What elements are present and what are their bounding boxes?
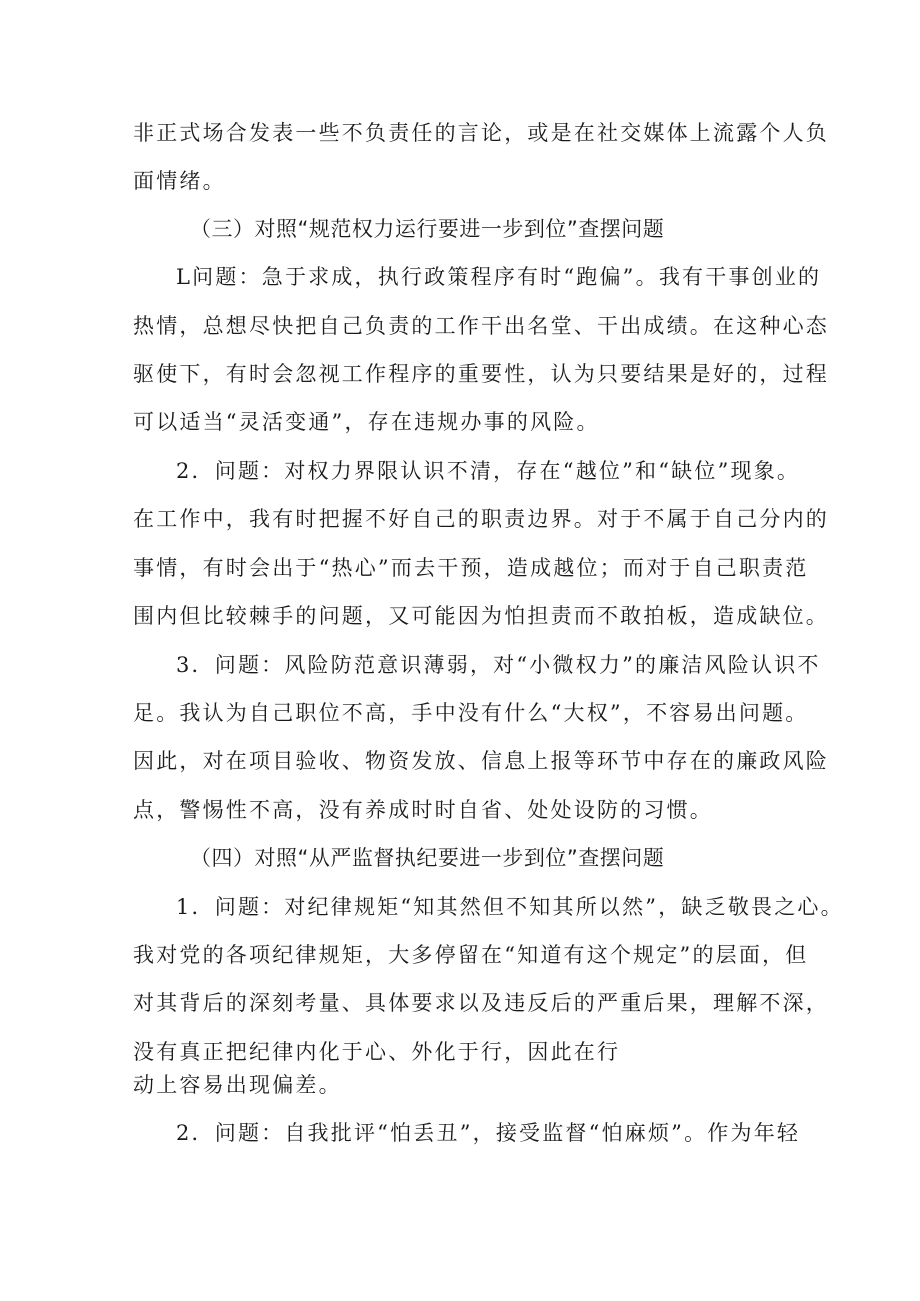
body-text-line: 非正式场合发表一些不负责任的言论，或是在社交媒体上流露个人负 xyxy=(133,121,829,145)
body-text-line: 点，警惕性不高，没有养成时时自省、处处设防的习惯。 xyxy=(133,798,713,822)
body-text-line: 驱使下，有时会忽视工作程序的重要性，认为只要结果是好的，过程 xyxy=(133,362,829,386)
body-text-line: 事情，有时会出于“热心”而去干预，造成越位；而对于自己职责范 xyxy=(133,556,809,580)
body-text-line: 热情，总想尽快把自己负责的工作干出名堂、干出成绩。在这种心态 xyxy=(133,314,829,338)
body-text-line: 没有真正把纪律内化于心、外化于行，因此在行 xyxy=(133,1040,621,1064)
section-heading-3: （三）对照“规范权力运行要进一步到位”查摆问题 xyxy=(190,217,665,241)
paragraph-start-line: L问题：急于求成，执行政策程序有时“跑偏”。我有干事创业的 xyxy=(176,265,822,289)
body-text-line: 在工作中，我有时把握不好自己的职责边界。对于不属于自己分内的 xyxy=(133,507,829,531)
body-text-line: 因此，对在项目验收、物资发放、信息上报等环节中存在的廉政风险 xyxy=(133,749,829,773)
body-text-line: 足。我认为自己职位不高，手中没有什么“大权”，不容易出问题。 xyxy=(133,701,809,725)
paragraph-start-line: 3．问题：风险防范意识薄弱，对“小微权力”的廉洁风险认识不 xyxy=(176,653,821,677)
body-text-line: 我对党的各项纪律规矩，大多停留在“知道有这个规定”的层面，但 xyxy=(133,943,809,967)
paragraph-start-line: 1．问题：对纪律规矩“知其然但不知其所以然”，缺乏敬畏之心。 xyxy=(176,895,844,919)
body-text-line: 围内但比较棘手的问题，又可能因为怕担责而不敢拍板，造成缺位。 xyxy=(133,604,829,628)
body-text-line: 面情绪。 xyxy=(133,169,226,193)
paragraph-start-line: 2．问题：对权力界限认识不清，存在“越位”和“缺位”现象。 xyxy=(176,459,801,483)
section-heading-4: （四）对照“从严监督执纪要进一步到位”查摆问题 xyxy=(190,846,665,870)
body-text-line: 动上容易出现偏差。 xyxy=(133,1073,342,1097)
paragraph-start-line: 2．问题：自我批评“怕丢丑”，接受监督“怕麻烦”。作为年轻 xyxy=(176,1121,801,1145)
body-text-line: 可以适当“灵活变通”，存在违规办事的风险。 xyxy=(133,410,600,434)
body-text-line: 对其背后的深刻考量、具体要求以及违反后的严重后果，理解不深， xyxy=(133,991,829,1015)
